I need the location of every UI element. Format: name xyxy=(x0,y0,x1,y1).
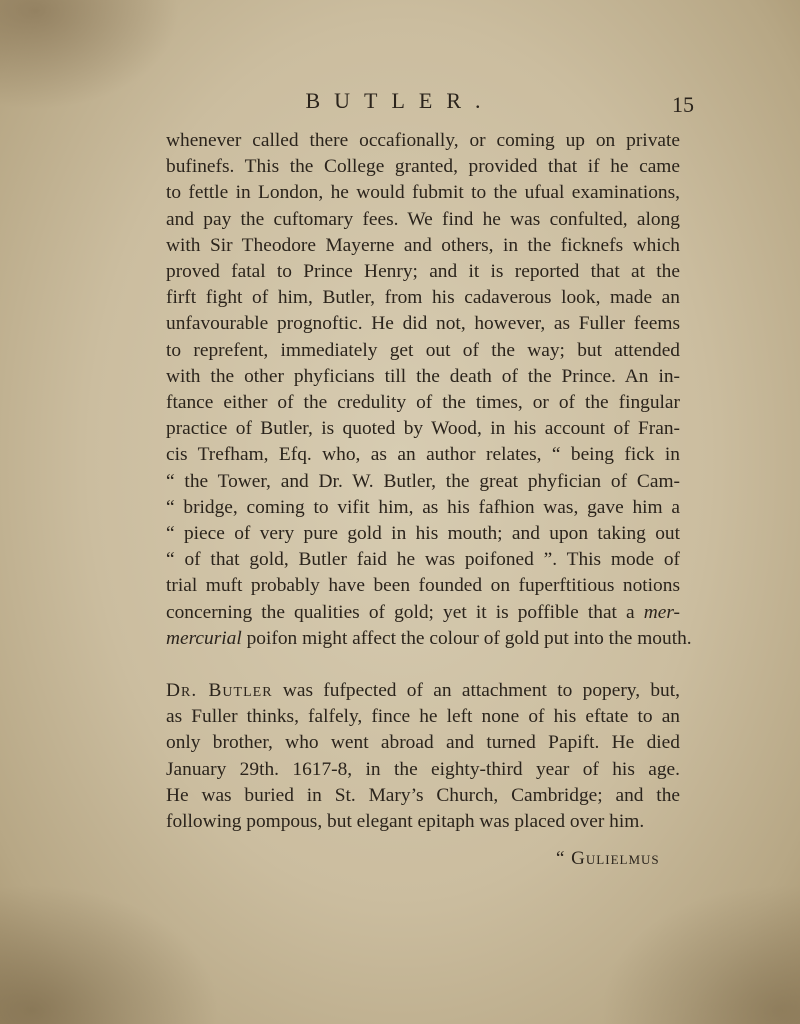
text-line: firft fight of him, Butler, from his cadaverous look, made an xyxy=(166,287,680,309)
text-line: proved fatal to Prince Henry; and it is reported that at the xyxy=(166,261,680,283)
text-line: “ of that gold, Butler faid he was poifoned ”. This mode of xyxy=(166,549,680,571)
paragraph-2 xyxy=(166,678,680,835)
text-line: practice of Butler, is quoted by Wood, in his account of Fran- xyxy=(166,418,680,440)
text-line: whenever called there occafionally, or coming up on private xyxy=(166,130,680,151)
text-line: “ piece of very pure gold in his mouth; and upon taking out xyxy=(166,523,680,545)
body-text xyxy=(166,128,692,835)
text-line: to reprefent, immediately get out of the way; but attended xyxy=(166,339,680,361)
text-line: unfavourable prognoftic. He did not, however, as Fuller feems xyxy=(166,313,680,335)
text-line: to fettle in London, he would fubmit to the ufual examinations, xyxy=(166,182,680,204)
text-line: January 29th. 1617-8, in the eighty-third year of his age. xyxy=(166,758,680,780)
page-stain-bottom-left xyxy=(0,884,220,1024)
text-line: bufinefs. This the College granted, provided that if he came xyxy=(166,156,680,178)
text-line-content: was fufpected of an attachment to popery, but, xyxy=(272,680,680,702)
italic-word: mercurial xyxy=(166,627,242,649)
text-line: “ bridge, coming to vifit him, as his fafhion was, gave him a xyxy=(166,496,680,518)
text-line: “ the Tower, and Dr. W. Butler, the great phyfician of Cam- xyxy=(166,470,680,492)
page-number: 15 xyxy=(672,92,694,117)
running-title: BUTLER. xyxy=(305,88,495,113)
text-line xyxy=(166,626,692,652)
text-line: with the other phyficians till the death of the Prince. An in- xyxy=(166,365,680,387)
text-line-content: poifon might affect the colour of gold put into the mouth. xyxy=(241,627,692,649)
paragraph-gap xyxy=(166,652,680,678)
text-line: as Fuller thinks, falfely, fince he left none of his eftate to an xyxy=(166,706,680,728)
page-stain-bottom-right xyxy=(600,884,800,1024)
text-line: with Sir Theodore Mayerne and others, in the ficknefs which xyxy=(166,234,680,256)
text-line: only brother, who went abroad and turned Papift. He died xyxy=(166,732,680,754)
small-caps-lead: Dr. Butler xyxy=(166,680,273,702)
text-line-content: concerning the qualities of gold; yet it is poffible that a xyxy=(166,601,635,623)
text-line: cis Trefham, Efq. who, as an author relates, “ being fick in xyxy=(166,444,680,466)
text-line: trial muft probably have been founded on fuperftitious notions xyxy=(166,575,680,597)
text-line: He was buried in St. Mary’s Church, Cambridge; and the xyxy=(166,784,680,806)
text-line: following pompous, but elegant epitaph was placed over him. xyxy=(166,811,645,833)
text-line: ftance either of the credulity of the times, or of the fingular xyxy=(166,392,680,414)
text-line xyxy=(166,678,680,704)
italic-hyphenated-word: mer- xyxy=(643,601,680,623)
text-line: and pay the cuftomary fees. We find he was confulted, along xyxy=(166,208,680,230)
text-line xyxy=(166,600,680,626)
paragraph-1 xyxy=(166,128,692,652)
catchword: “ Gulielmus xyxy=(556,848,660,869)
